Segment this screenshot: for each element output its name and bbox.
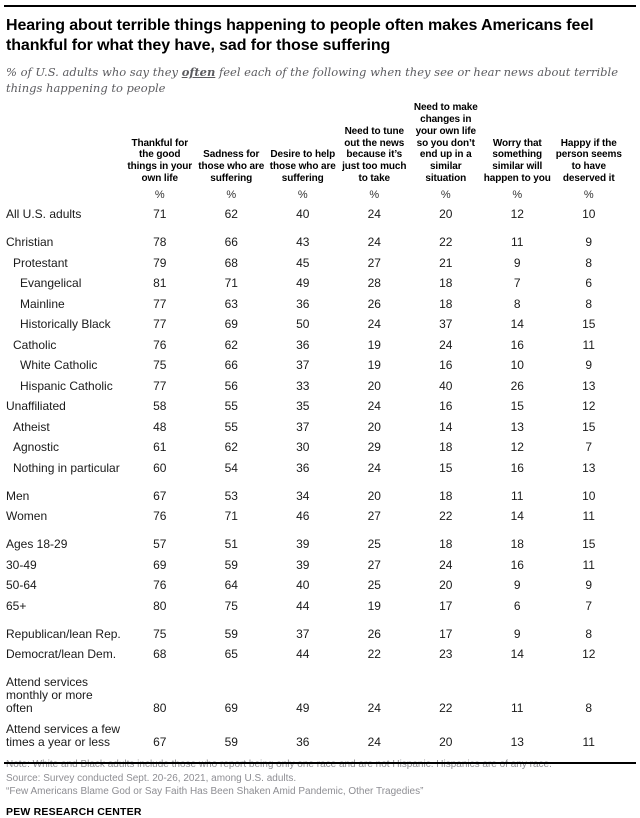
value-cell: 9 <box>585 235 593 250</box>
table-row <box>6 723 626 749</box>
value-cell: 13 <box>510 734 524 749</box>
row-label: Attend services a few times a year or less <box>6 721 121 749</box>
row-label: Democrat/lean Dem. <box>6 647 117 662</box>
value-cell: 12 <box>510 207 524 222</box>
value-cell: 16 <box>439 358 453 373</box>
value-cell: 46 <box>296 509 310 524</box>
value-cell: 44 <box>296 647 310 662</box>
table-row <box>6 538 626 551</box>
value-cell: 37 <box>296 358 310 373</box>
value-cell: 14 <box>439 419 453 434</box>
value-cell: 14 <box>510 317 524 332</box>
row-label: Unaffiliated <box>6 399 66 414</box>
value-cell: 16 <box>510 460 524 475</box>
value-cell: 81 <box>153 276 167 291</box>
value-cell: 26 <box>367 626 381 641</box>
value-cell: 11 <box>511 235 524 250</box>
value-cell: 33 <box>296 378 310 393</box>
value-cell: 19 <box>367 598 381 613</box>
value-cell: 20 <box>367 419 381 434</box>
row-label: Protestant <box>13 255 68 270</box>
top-rule <box>4 5 636 7</box>
value-cell: 19 <box>367 337 381 352</box>
value-cell: 22 <box>367 647 381 662</box>
value-cell: 75 <box>153 626 167 641</box>
value-cell: 61 <box>153 440 167 455</box>
value-cell: 20 <box>439 578 453 593</box>
value-cell: 11 <box>582 337 595 352</box>
footer-source: Source: Survey conducted Sept. 20-26, 2021, among U.S. adults. <box>6 772 297 784</box>
column-header: Happy if the person seems to have deserved it <box>555 137 622 184</box>
value-cell: 28 <box>367 276 381 291</box>
value-cell: 8 <box>585 255 593 270</box>
value-cell: 26 <box>367 296 381 311</box>
value-cell: 8 <box>513 296 521 311</box>
table-row <box>6 559 626 572</box>
value-cell: 66 <box>224 235 238 250</box>
value-cell: 50 <box>296 317 310 332</box>
value-cell: 9 <box>513 578 521 593</box>
value-cell: 65 <box>224 647 238 662</box>
value-cell: 8 <box>585 296 593 311</box>
table-row <box>6 318 626 331</box>
value-cell: 53 <box>224 488 238 503</box>
value-cell: 7 <box>585 598 593 613</box>
column-header: Desire to help those who are suffering <box>269 149 336 184</box>
value-cell: 13 <box>582 378 596 393</box>
value-cell: 29 <box>367 440 381 455</box>
row-label: 50-64 <box>6 578 37 593</box>
column-header: Need to make changes in your own life so you don’t end up in a similar situation <box>413 102 478 184</box>
value-cell: 11 <box>511 701 524 716</box>
value-cell: 20 <box>367 378 381 393</box>
value-cell: 57 <box>153 537 167 552</box>
row-label: Women <box>6 509 48 524</box>
table-row <box>6 257 626 270</box>
value-cell: 58 <box>153 399 167 414</box>
table-row <box>6 600 626 613</box>
value-cell: 27 <box>367 509 381 524</box>
value-cell: 15 <box>439 460 453 475</box>
value-cell: 36 <box>296 734 310 749</box>
percent-symbol: % <box>583 188 594 201</box>
value-cell: 11 <box>511 488 524 503</box>
row-label: Nothing in particular <box>13 460 120 475</box>
value-cell: 21 <box>439 255 453 270</box>
value-cell: 12 <box>510 440 524 455</box>
value-cell: 12 <box>582 399 596 414</box>
percent-row <box>6 189 626 201</box>
value-cell: 36 <box>296 460 310 475</box>
table-row <box>6 648 626 661</box>
column-header: Worry that something similar will happen to you <box>483 137 551 184</box>
value-cell: 79 <box>153 255 167 270</box>
row-label: Republican/lean Rep. <box>6 626 121 641</box>
value-cell: 55 <box>224 419 238 434</box>
value-cell: 8 <box>585 701 593 716</box>
row-label: White Catholic <box>20 358 98 373</box>
percent-symbol: % <box>512 188 523 201</box>
value-cell: 76 <box>153 337 167 352</box>
row-label: All U.S. adults <box>6 207 82 222</box>
value-cell: 40 <box>439 378 453 393</box>
value-cell: 69 <box>224 701 238 716</box>
percent-symbol: % <box>440 188 451 201</box>
value-cell: 69 <box>153 557 167 572</box>
value-cell: 59 <box>224 734 238 749</box>
value-cell: 45 <box>296 255 310 270</box>
row-label: 65+ <box>6 598 27 613</box>
value-cell: 25 <box>367 578 381 593</box>
value-cell: 59 <box>224 626 238 641</box>
value-cell: 19 <box>367 358 381 373</box>
value-cell: 75 <box>153 358 167 373</box>
value-cell: 15 <box>582 537 596 552</box>
table-row <box>6 421 626 434</box>
column-header: Sadness for those who are suffering <box>198 149 265 184</box>
value-cell: 17 <box>439 626 453 641</box>
value-cell: 67 <box>153 488 167 503</box>
value-cell: 22 <box>439 509 453 524</box>
value-cell: 24 <box>367 399 381 414</box>
value-cell: 18 <box>439 488 453 503</box>
value-cell: 12 <box>582 647 596 662</box>
table-row <box>6 676 626 715</box>
value-cell: 10 <box>582 488 596 503</box>
value-cell: 62 <box>224 207 238 222</box>
value-cell: 6 <box>585 276 593 291</box>
value-cell: 10 <box>582 207 596 222</box>
table-row <box>6 441 626 454</box>
value-cell: 71 <box>224 276 238 291</box>
value-cell: 6 <box>513 598 521 613</box>
value-cell: 18 <box>439 296 453 311</box>
value-cell: 63 <box>224 296 238 311</box>
value-cell: 59 <box>224 557 238 572</box>
value-cell: 40 <box>296 578 310 593</box>
value-cell: 22 <box>439 701 453 716</box>
table-row <box>6 510 626 523</box>
value-cell: 35 <box>296 399 310 414</box>
value-cell: 10 <box>510 358 524 373</box>
value-cell: 20 <box>439 207 453 222</box>
table-row <box>6 339 626 352</box>
value-cell: 14 <box>510 647 524 662</box>
row-label: Hispanic Catholic <box>20 378 113 393</box>
value-cell: 40 <box>296 207 310 222</box>
value-cell: 16 <box>510 557 524 572</box>
row-label: Evangelical <box>20 276 82 291</box>
row-label: Mainline <box>20 296 65 311</box>
value-cell: 80 <box>153 701 167 716</box>
value-cell: 11 <box>582 557 595 572</box>
row-label: Christian <box>6 235 54 250</box>
value-cell: 25 <box>367 537 381 552</box>
column-header: Thankful for the good things in your own life <box>127 137 193 184</box>
percent-symbol: % <box>369 188 380 201</box>
row-label: 30-49 <box>6 557 37 572</box>
value-cell: 8 <box>585 626 593 641</box>
value-cell: 66 <box>224 358 238 373</box>
value-cell: 18 <box>510 537 524 552</box>
value-cell: 20 <box>439 734 453 749</box>
row-label: Attend services monthly or more often <box>6 675 93 716</box>
value-cell: 9 <box>585 578 593 593</box>
value-cell: 27 <box>367 557 381 572</box>
table-row <box>6 462 626 475</box>
value-cell: 49 <box>296 701 310 716</box>
value-cell: 20 <box>367 488 381 503</box>
footer-note: Note: White and Black adults include those who report being only one race and are not Hispanic. Hispanics are of any race. <box>6 758 552 770</box>
value-cell: 17 <box>439 598 453 613</box>
value-cell: 24 <box>367 460 381 475</box>
table-row <box>6 579 626 592</box>
value-cell: 60 <box>153 460 167 475</box>
value-cell: 18 <box>439 276 453 291</box>
value-cell: 71 <box>153 207 167 222</box>
value-cell: 27 <box>367 255 381 270</box>
value-cell: 39 <box>296 537 310 552</box>
subtitle <box>6 64 626 96</box>
value-cell: 51 <box>224 537 238 552</box>
value-cell: 24 <box>439 557 453 572</box>
percent-symbol: % <box>297 188 308 201</box>
value-cell: 78 <box>153 235 167 250</box>
value-cell: 43 <box>296 235 310 250</box>
value-cell: 24 <box>367 235 381 250</box>
table-row <box>6 236 626 249</box>
value-cell: 37 <box>439 317 453 332</box>
value-cell: 14 <box>510 509 524 524</box>
value-cell: 77 <box>153 296 167 311</box>
value-cell: 67 <box>153 734 167 749</box>
value-cell: 11 <box>582 734 595 749</box>
value-cell: 77 <box>153 378 167 393</box>
value-cell: 7 <box>585 440 593 455</box>
value-cell: 76 <box>153 578 167 593</box>
row-label: Men <box>6 488 30 503</box>
value-cell: 39 <box>296 557 310 572</box>
table-row <box>6 490 626 503</box>
value-cell: 49 <box>296 276 310 291</box>
value-cell: 9 <box>585 358 593 373</box>
value-cell: 68 <box>153 647 167 662</box>
value-cell: 9 <box>513 626 521 641</box>
value-cell: 9 <box>513 255 521 270</box>
table-row <box>6 298 626 311</box>
table-row <box>6 359 626 372</box>
value-cell: 54 <box>224 460 238 475</box>
value-cell: 16 <box>439 399 453 414</box>
value-cell: 69 <box>224 317 238 332</box>
value-cell: 11 <box>582 509 595 524</box>
row-label: Catholic <box>13 337 57 352</box>
value-cell: 15 <box>582 317 596 332</box>
subtitle-emphasis: often <box>181 64 216 79</box>
value-cell: 44 <box>296 598 310 613</box>
value-cell: 76 <box>153 509 167 524</box>
value-cell: 37 <box>296 419 310 434</box>
value-cell: 7 <box>513 276 521 291</box>
value-cell: 48 <box>153 419 167 434</box>
brand-label: PEW RESEARCH CENTER <box>6 806 142 818</box>
table-row <box>6 208 626 221</box>
value-cell: 34 <box>296 488 310 503</box>
value-cell: 13 <box>582 460 596 475</box>
value-cell: 56 <box>224 378 238 393</box>
value-cell: 13 <box>510 419 524 434</box>
table-row <box>6 380 626 393</box>
value-cell: 23 <box>439 647 453 662</box>
value-cell: 77 <box>153 317 167 332</box>
value-cell: 55 <box>224 399 238 414</box>
row-label-spacer <box>6 189 124 201</box>
value-cell: 37 <box>296 626 310 641</box>
value-cell: 36 <box>296 337 310 352</box>
value-cell: 30 <box>296 440 310 455</box>
value-cell: 15 <box>510 399 524 414</box>
percent-symbol: % <box>154 188 165 201</box>
footer-report-title: “Few Americans Blame God or Say Faith Has Been Shaken Amid Pandemic, Other Tragedies” <box>6 786 424 798</box>
table-row <box>6 400 626 413</box>
value-cell: 68 <box>224 255 238 270</box>
row-label: Atheist <box>13 419 50 434</box>
value-cell: 24 <box>367 207 381 222</box>
table-row <box>6 277 626 290</box>
value-cell: 22 <box>439 235 453 250</box>
subtitle-suffix: feel each of the following when they see or hear news about terrible things happening to people <box>6 64 619 96</box>
page-title: Hearing about terrible things happening to people often makes Americans feel thankful for what they have, sad for those suffering <box>6 17 594 55</box>
value-cell: 24 <box>439 337 453 352</box>
value-cell: 18 <box>439 440 453 455</box>
value-cell: 62 <box>224 337 238 352</box>
value-cell: 62 <box>224 440 238 455</box>
value-cell: 71 <box>224 509 238 524</box>
value-cell: 24 <box>367 317 381 332</box>
row-label: Agnostic <box>13 440 60 455</box>
percent-symbol: % <box>226 188 237 201</box>
column-header-row <box>6 102 626 185</box>
row-label: Ages 18-29 <box>6 537 68 552</box>
value-cell: 24 <box>367 734 381 749</box>
value-cell: 16 <box>510 337 524 352</box>
value-cell: 36 <box>296 296 310 311</box>
value-cell: 24 <box>367 701 381 716</box>
value-cell: 75 <box>224 598 238 613</box>
value-cell: 26 <box>510 378 524 393</box>
value-cell: 64 <box>224 578 238 593</box>
value-cell: 80 <box>153 598 167 613</box>
data-table <box>6 102 626 749</box>
table-row <box>6 628 626 641</box>
value-cell: 15 <box>582 419 596 434</box>
subtitle-prefix: % of U.S. adults who say they <box>6 64 182 79</box>
value-cell: 18 <box>439 537 453 552</box>
column-header: Need to tune out the news because it’s just too much to take <box>342 125 407 184</box>
row-label: Historically Black <box>20 317 111 332</box>
